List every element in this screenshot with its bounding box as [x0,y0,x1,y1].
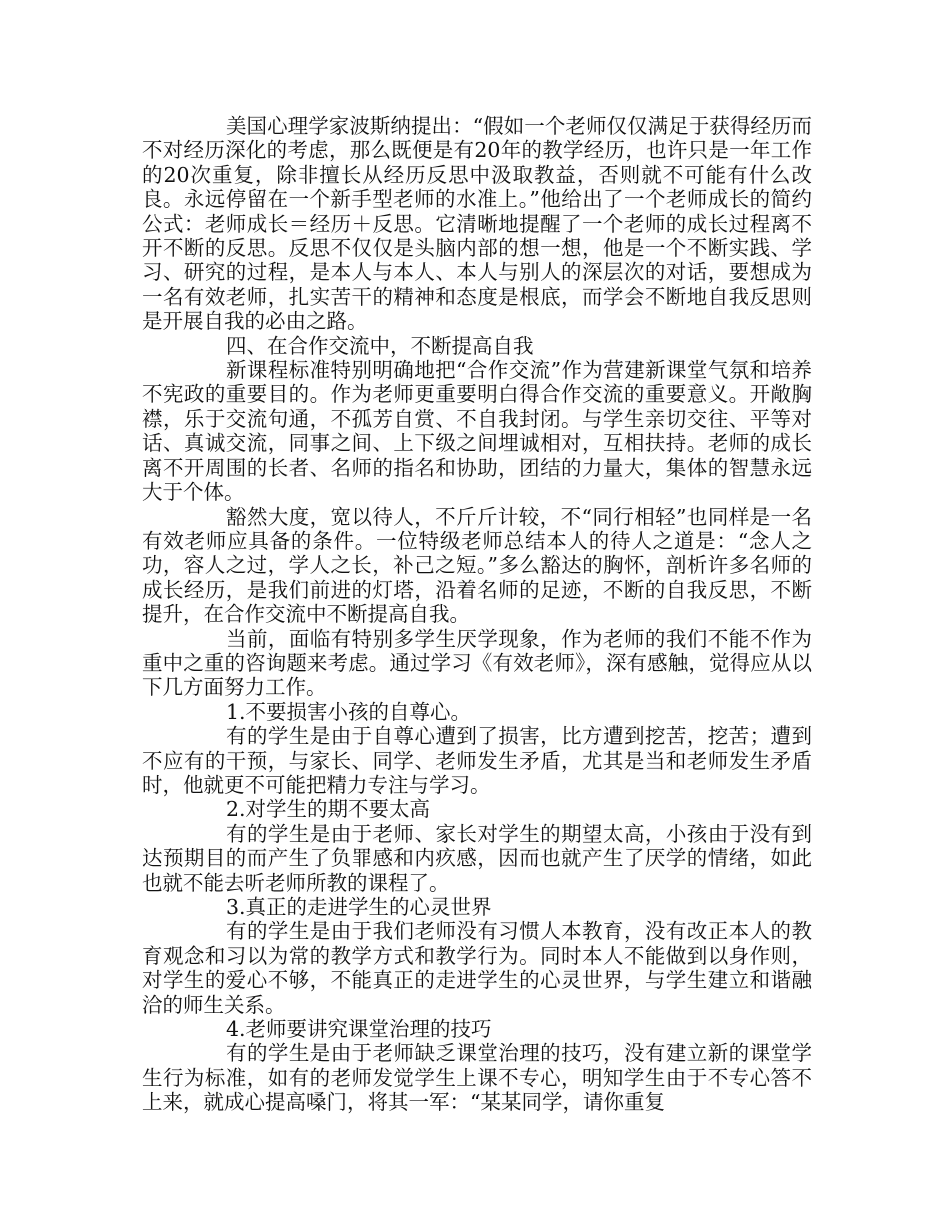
heading-point-2: 2.对学生的期不要太高 [226,797,431,822]
paragraph-tolerance: 豁然大度，宽以待人，不斤斤计较，不“同行相轻”也同样是一名有效老师应具备的条件。一位特级老师总结本人的待人之道是：“念人之功，容人之过，学人之长，补己之短。”多么豁达的胸怀，剖析许多名师的成长经历，是我们前进的灯塔，沿着名师的足迹，不断的自我反思，不断提升，在合作交流中不断提高自我。 [142,504,812,627]
paragraph-point-2: 有的学生是由于老师、家长对学生的期望太高，小孩由于没有到达预期目的而产生了负罪感和内疚感，因而也就产生了厌学的情绪，如此也就不能去听老师所教的课程了。 [142,821,812,895]
heading-cooperation: 四、在合作交流中，不断提高自我 [226,333,534,358]
paragraph-point-4: 有的学生是由于老师缺乏课堂治理的技巧，没有建立新的课堂学生行为标准，如有的老师发觉学生上课不专心，明知学生由于不专心答不上来，就成心提高嗓门，将其一军：“某某同学，请你重复 [142,1041,812,1115]
paragraph-point-1: 有的学生是由于自尊心遭到了损害，比方遭到挖苦，挖苦；遭到不应有的干预，与家长、同学、老师发生矛盾，尤其是当和老师发生矛盾时，他就更不可能把精力专注与学习。 [142,724,812,797]
document-body [142,114,812,1115]
paragraph-point-3: 有的学生是由于我们老师没有习惯人本教育，没有改正本人的教育观念和习以为常的教学方式和教学行为。同时本人不能做到以身作则，对学生的爱心不够，不能真正的走进学生的心灵世界，与学生建立和谐融洽的师生关系。 [142,919,812,1017]
heading-point-3: 3.真正的走进学生的心灵世界 [226,895,492,919]
paragraph-reflection: 美国心理学家波斯纳提出：“假如一个老师仅仅满足于获得经历而不对经历深化的考虑，那么既便是有20年的教学经历，也许只是一年工作的20次重复，除非擅长从经历反思中汲取教益，否则就不可能有什么改良。永远停留在一个新手型老师的水准上。”他给出了一个老师成长的简约公式：老师成长＝经历＋反思。它清晰地提醒了一个老师的成长过程离不开不断的反思。反思不仅仅是头脑内部的想一想，他是一个不断实践、学习、研究的过程，是本人与本人、本人与别人的深层次的对话，要想成为一名有效老师，扎实苦干的精神和态度是根底，而学会不断地自我反思则是开展自我的必由之路。 [142,114,812,334]
paragraph-cooperation: 新课程标准特别明确地把“合作交流”作为营建新课堂气氛和培养不宪政的重要目的。作为老师更重要明白得合作交流的重要意义。开敞胸襟，乐于交流句通，不孤芳自赏、不自我封闭。与学生亲切交往、平等对话、真诚交流，同事之间、上下级之间埋诚相对，互相扶持。老师的成长离不开周围的长者、名师的指名和协助，团结的力量大，集体的智慧永远大于个体。 [142,358,812,505]
heading-point-4: 4.老师要讲究课堂治理的技巧 [226,1017,492,1042]
heading-point-1: 1.不要损害小孩的自尊心。 [226,699,472,724]
document-page [142,0,812,1230]
paragraph-current-situation: 当前，面临有特别多学生厌学现象，作为老师的我们不能不作为重中之重的咨询题来考虑。通过学习《有效老师》，深有感触，觉得应从以下几方面努力工作。 [142,626,812,700]
